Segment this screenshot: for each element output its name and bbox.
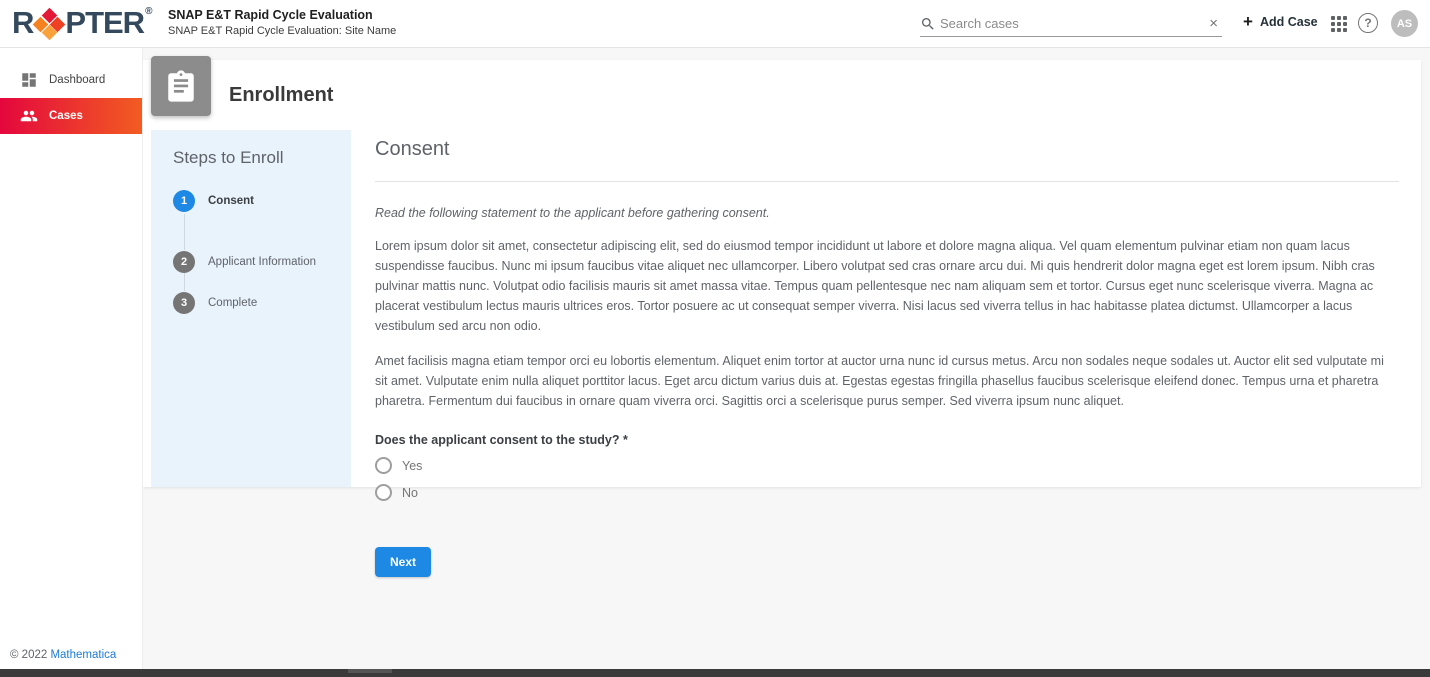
step-consent[interactable] [173,190,254,212]
apps-grid-icon[interactable] [1331,16,1347,32]
steps-panel-title: Steps to Enroll [173,148,284,167]
step-complete[interactable] [173,292,257,314]
user-avatar[interactable]: AS [1391,10,1418,37]
sidebar-item-label: Cases [49,110,83,122]
search-input[interactable] [940,16,1205,31]
logo-text-prefix: R [12,5,34,40]
radio-button-icon[interactable] [375,484,392,501]
add-case-button[interactable] [1243,13,1318,30]
help-icon[interactable]: ? [1358,13,1378,33]
scrollbar-thumb[interactable] [348,669,392,673]
rapter-diamond-icon [35,9,63,37]
consent-paragraph-1: Lorem ipsum dolor sit amet, consectetur adipiscing elit, sed do eiusmod tempor incididunt ut labore et dolore magna aliqua. Vel quam elementum pulvinar etiam non quam lacus suspendisse faucibus. Nunc mi ipsum faucibus vitae aliquet nec ullamcorper. Libero volutpat sed cras ornare arcu dui. Mi quis hendrerit dolor magna eget est lorem ipsum. Nibh cras pulvinar mattis nunc. Volutpat odio facilisis mauris sit amet massa vitae. Tempus quam pellentesque nec nam aliquam sem et tortor. Cursus eget nunc scelerisque viverra. Magna ac placerat vestibulum lectus mauris ultrices eros. Tortor posuere ac ut consequat semper viverra. Nisi lacus sed viverra tellus in hac habitasse platea dictumst. Ullamcorper a lacus vestibulum sed arcu non odio. [375,239,1375,333]
radio-option-no[interactable] [375,484,1399,501]
search-icon [920,16,936,32]
search-bar [920,11,1222,37]
step-label: Complete [208,297,258,309]
plus-icon: + [1243,12,1253,31]
step-connector [184,273,186,291]
sidebar-item-label: Dashboard [49,74,106,86]
step-number-badge: 2 [173,251,195,273]
people-icon [20,107,38,125]
footer [10,649,116,661]
sidebar-item-dashboard[interactable] [0,62,142,98]
app-title-block [168,8,396,37]
add-case-label: Add Case [1259,14,1318,29]
clipboard-icon [151,56,211,116]
section-divider [375,181,1399,182]
steps-panel [151,130,351,487]
consent-paragraph-2: Amet facilisis magna etiam tempor orci eu lobortis elementum. Aliquet enim tortor at auctor urna nunc id cursus metus. Arcu non sodales neque sodales ut. Auctor elit sed vulputate mi sit amet. Vulputate enim nulla aliquet porttitor lacus. Eget arcu dictum varius duis at. Egestas egestas fringilla phasellus faucibus scelerisque eleifend donec. Tempus urna et pharetra pharetra. Fermentum dui faucibus in ornare quam viverra orci. Sagittis orci a scelerisque purus semper. Sed viverra ipsum nunc aliquet. [375,354,1384,408]
search-clear-icon[interactable]: × [1209,15,1218,32]
logo-text-suffix: PTER [65,5,145,40]
consent-question-label: Does the applicant consent to the study? * [375,433,628,447]
radio-option-yes[interactable] [375,457,1399,474]
consent-section [375,130,1399,577]
app-subtitle: SNAP E&T Rapid Cycle Evaluation: Site Name [168,25,397,37]
step-label: Consent [208,195,254,207]
sidebar-nav [0,48,143,669]
step-label: Applicant Information [208,256,317,268]
radio-option-label: Yes [402,458,423,473]
step-applicant-information[interactable] [173,251,316,273]
registered-trademark: ® [145,5,153,17]
rapter-logo [12,5,152,41]
step-connector [184,214,186,250]
dashboard-icon [20,71,38,89]
step-number-badge: 1 [173,190,195,212]
step-number-badge: 3 [173,292,195,314]
page-title: Enrollment [229,84,334,106]
sidebar-item-cases[interactable] [0,98,142,134]
copyright-text: © 2022 [10,649,51,661]
section-title: Consent [375,138,450,160]
app-header [0,0,1430,48]
next-button[interactable]: Next [375,547,431,577]
consent-instruction: Read the following statement to the applicant before gathering consent. [375,206,770,220]
mathematica-link[interactable]: Mathematica [50,649,117,661]
enrollment-card [143,60,1421,569]
horizontal-scrollbar[interactable] [0,669,1430,677]
app-title: SNAP E&T Rapid Cycle Evaluation [168,8,373,22]
radio-button-icon[interactable] [375,457,392,474]
radio-option-label: No [402,485,418,500]
